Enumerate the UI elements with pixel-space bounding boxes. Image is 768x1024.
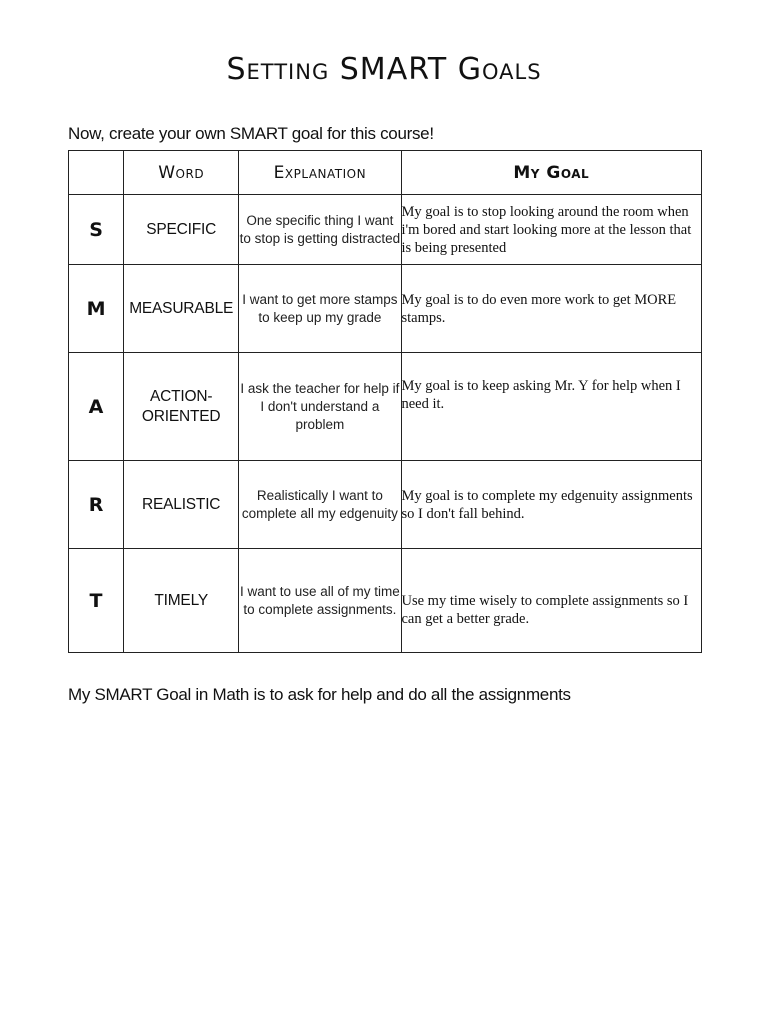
row-goal: My goal is to do even more work to get MORE stamps. — [401, 265, 702, 353]
row-word: TIMELY — [124, 549, 239, 653]
row-letter: S — [69, 195, 124, 265]
page-title: Setting SMART Goals — [226, 52, 542, 87]
row-letter: T — [69, 549, 124, 653]
table-row — [69, 549, 702, 653]
row-word: ACTION-ORIENTED — [124, 353, 239, 461]
smart-goals-table — [68, 150, 702, 653]
table-row — [69, 265, 702, 353]
row-explanation: I want to use all of my time to complete assignments. — [239, 549, 401, 653]
row-goal: My goal is to keep asking Mr. Y for help when I need it. — [401, 353, 702, 461]
row-explanation: One specific thing I want to stop is getting distracted — [239, 195, 401, 265]
row-letter: A — [69, 353, 124, 461]
instruction-text: Now, create your own SMART goal for this course! — [68, 124, 434, 143]
summary-goal-text: My SMART Goal in Math is to ask for help and do all the assignments — [68, 685, 571, 704]
row-goal: Use my time wisely to complete assignments so I can get a better grade. — [401, 549, 702, 653]
row-goal: My goal is to complete my edgenuity assignments so I don't fall behind. — [401, 461, 702, 549]
table-row — [69, 353, 702, 461]
row-explanation: Realistically I want to complete all my edgenuity — [239, 461, 401, 549]
header-letter — [69, 151, 124, 195]
row-letter: R — [69, 461, 124, 549]
header-word: Word — [124, 151, 239, 195]
table-header-row — [69, 151, 702, 195]
header-my-goal: My Goal — [401, 151, 702, 195]
row-word: REALISTIC — [124, 461, 239, 549]
table-row — [69, 461, 702, 549]
row-explanation: I ask the teacher for help if I don't understand a problem — [239, 353, 401, 461]
row-goal: My goal is to stop looking around the room when i'm bored and start looking more at the lesson that is being presented — [401, 195, 702, 265]
row-word: MEASURABLE — [124, 265, 239, 353]
row-explanation: I want to get more stamps to keep up my grade — [239, 265, 401, 353]
header-explanation: Explanation — [239, 151, 401, 195]
table-row — [69, 195, 702, 265]
row-word: SPECIFIC — [124, 195, 239, 265]
row-letter: M — [69, 265, 124, 353]
